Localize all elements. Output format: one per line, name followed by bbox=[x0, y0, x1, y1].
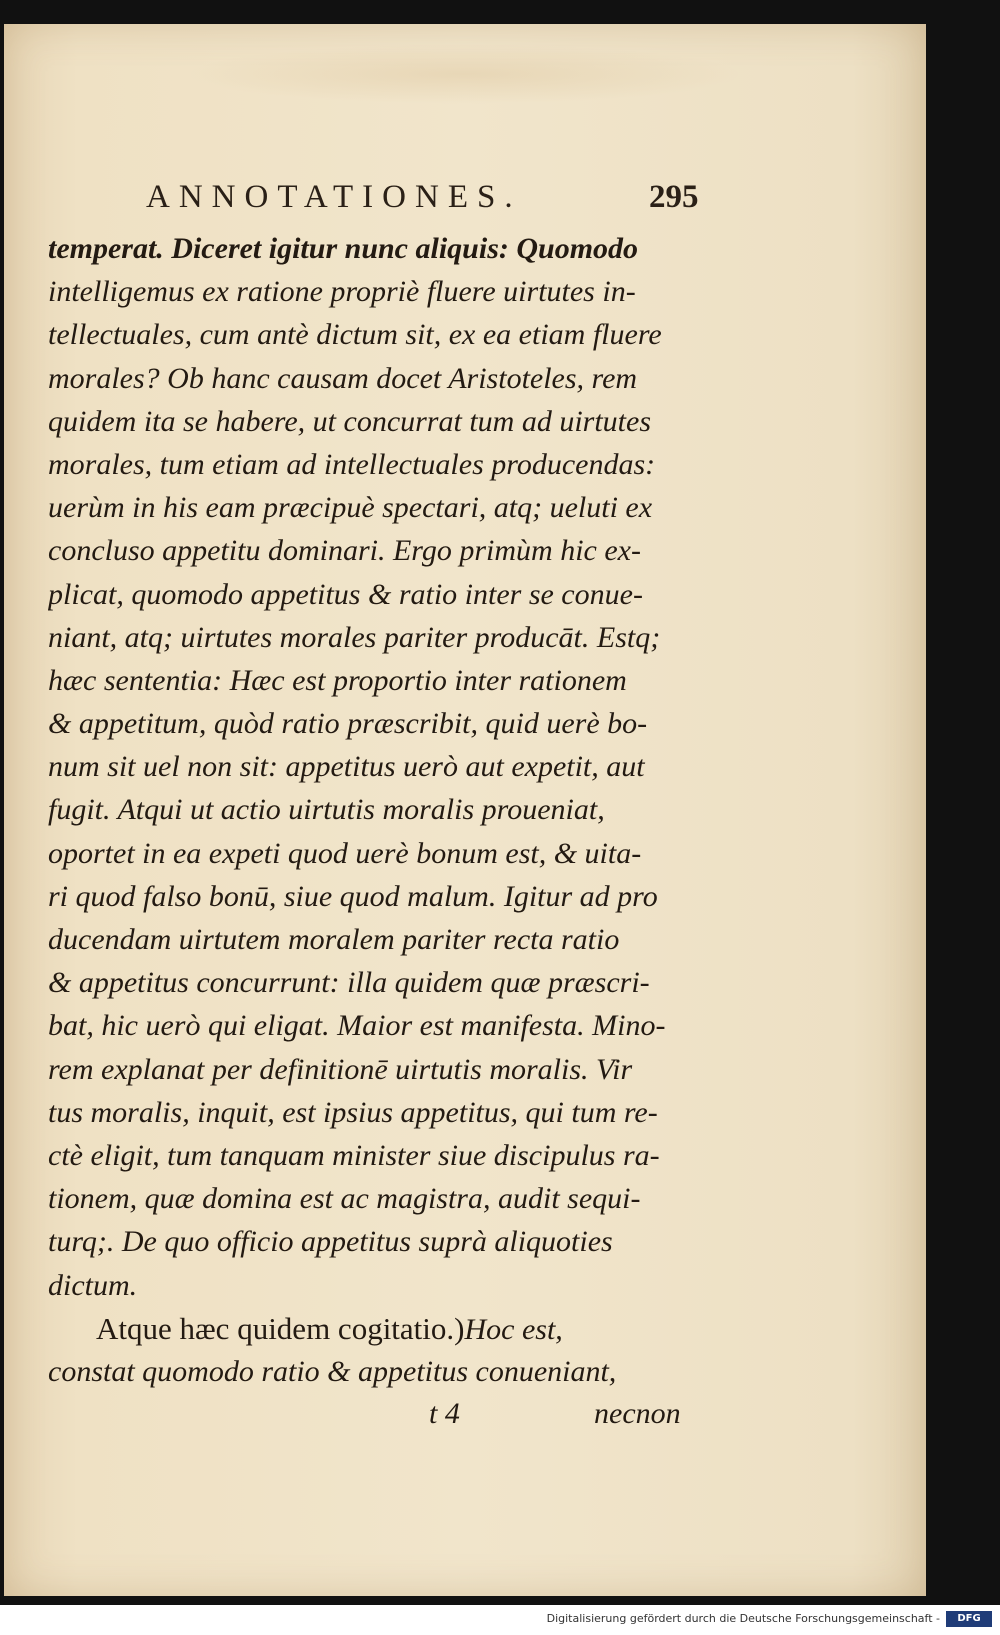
page-header bbox=[4, 179, 926, 229]
text-line: rem explanat per definitionē uirtutis moralis. Vir bbox=[48, 1052, 633, 1086]
lemma-heading: Atque hæc quidem cogitatio.) bbox=[96, 1310, 465, 1346]
text-line: intelligemus ex ratione propriè fluere uirtutes in- bbox=[48, 275, 636, 309]
text-line: tellectuales, cum antè dictum sit, ex ea etiam fluere bbox=[48, 318, 662, 352]
credit-text: Digitalisierung gefördert durch die Deutsche Forschungsgemeinschaft - bbox=[546, 1612, 940, 1625]
text-line: fugit. Atqui ut actio uirtutis moralis proueniat, bbox=[48, 793, 605, 827]
text-line: dictum. bbox=[48, 1268, 138, 1302]
text-line: temperat. Diceret igitur nunc aliquis: Quomodo bbox=[48, 232, 639, 265]
text-line: concluso appetitu dominari. Ergo primùm hic ex- bbox=[48, 534, 641, 568]
text-line: morales, tum etiam ad intellectuales producendas: bbox=[48, 447, 656, 481]
dfg-logo: DFG bbox=[946, 1611, 992, 1627]
text-line: bat, hic uerò qui eligat. Maior est manifesta. Mino- bbox=[48, 1009, 666, 1043]
text-line: niant, atq; uirtutes morales pariter producāt. Estq; bbox=[48, 620, 661, 654]
catchword: necnon bbox=[594, 1397, 681, 1430]
page-stain bbox=[184, 44, 744, 104]
paragraph-opening bbox=[48, 1307, 713, 1350]
text-line: constat quomodo ratio & appetitus conueniant, bbox=[48, 1354, 617, 1388]
text-line: ri quod falso bonū, siue quod malum. Igitur ad pro bbox=[48, 879, 658, 913]
text-line: plicat, quomodo appetitus & ratio inter se conue- bbox=[48, 577, 643, 611]
text-line: quidem ita se habere, ut concurrat tum ad uirtutes bbox=[48, 404, 651, 438]
text-line: & appetitum, quòd ratio præscribit, quid uerè bo- bbox=[48, 707, 648, 741]
text-line: uerùm in his eam præcipuè spectari, atq; ueluti ex bbox=[48, 491, 653, 525]
text-line: tionem, quæ domina est ac magistra, audit sequi- bbox=[48, 1182, 641, 1216]
text-line: morales? Ob hanc causam docet Aristoteles, rem bbox=[48, 361, 638, 395]
text-line: & appetitus concurrunt: illa quidem quæ præscri- bbox=[48, 966, 650, 1000]
book-page bbox=[4, 24, 926, 1596]
text-block bbox=[48, 227, 713, 1393]
page-number: 295 bbox=[649, 179, 699, 215]
text-line: ctè eligit, tum tanquam minister siue discipulus ra- bbox=[48, 1138, 660, 1172]
text-line: ducendam uirtutem moralem pariter recta ratio bbox=[48, 923, 620, 956]
signature-mark: t 4 bbox=[429, 1397, 460, 1430]
text-line: hæc sententia: Hæc est proportio inter rationem bbox=[48, 663, 627, 697]
running-head: ANNOTATIONES. bbox=[146, 179, 522, 215]
credit-bar bbox=[0, 1605, 1000, 1635]
text-line: tus moralis, inquit, est ipsius appetitus, qui tum re- bbox=[48, 1095, 658, 1129]
lemma-tail: Hoc est, bbox=[464, 1312, 563, 1346]
text-line: turq;. De quo officio appetitus suprà aliquoties bbox=[48, 1225, 613, 1259]
text-line: oportet in ea expeti quod uerè bonum est, & uita- bbox=[48, 836, 642, 870]
text-line: num sit uel non sit: appetitus uerò aut expetit, aut bbox=[48, 750, 645, 784]
